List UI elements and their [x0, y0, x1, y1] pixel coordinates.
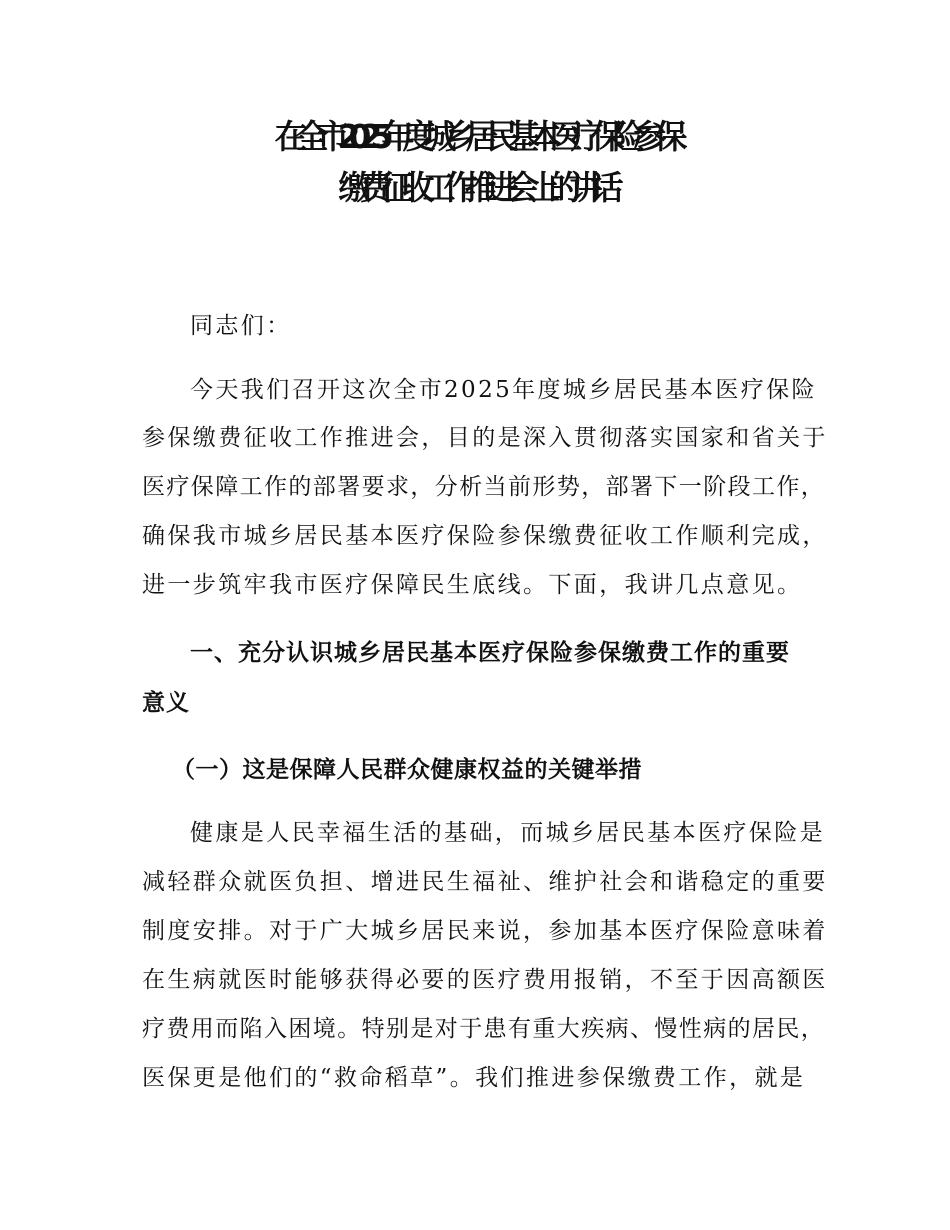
body-line-5: 疗费用而陷入困境。特别是对于患有重大疾病、慢性病的居民，: [142, 1016, 826, 1042]
body-line-2: 减轻群众就医负担、增进民生福祉、维护社会和谐稳定的重要: [142, 869, 828, 895]
intro-line-3: 医疗保障工作的部署要求，分析当前形势，部署下一阶段工作，: [142, 474, 826, 500]
subsection-heading: （一）这是保障人民群众健康权益的关键举措: [172, 757, 642, 783]
intro-line-4: 确保我市城乡居民基本医疗保险参保缴费征收工作顺利完成，: [142, 523, 828, 549]
section-heading-line-1: 一、充分认识城乡居民基本医疗保险参保缴费工作的重要: [190, 640, 790, 666]
title-line-1: 在全市2025年度城乡居民基本医疗保险参保: [274, 117, 676, 156]
title-line-2: 缴费征收工作推进会上的讲话: [338, 168, 612, 207]
body-line-3: 制度安排。对于广大城乡居民来说，参加基本医疗保险意味着: [142, 918, 828, 944]
body-line-1: 健康是人民幸福生活的基础，而城乡居民基本医疗保险是: [190, 820, 825, 846]
intro-line-5: 进一步筑牢我市医疗保障民生底线。下面，我讲几点意见。: [142, 572, 803, 598]
intro-line-1: 今天我们召开这次全市2025年度城乡居民基本医疗保险: [190, 377, 817, 403]
section-heading-line-2: 意义: [142, 690, 190, 716]
body-line-4: 在生病就医时能够获得必要的医疗费用报销，不至于因高额医: [142, 967, 828, 993]
salutation: 同志们：: [190, 313, 292, 339]
intro-line-2: 参保缴费征收工作推进会，目的是深入贯彻落实国家和省关于: [142, 425, 828, 451]
body-line-6: 医保更是他们的“救命稻草”。我们推进参保缴费工作，就是: [142, 1065, 806, 1091]
